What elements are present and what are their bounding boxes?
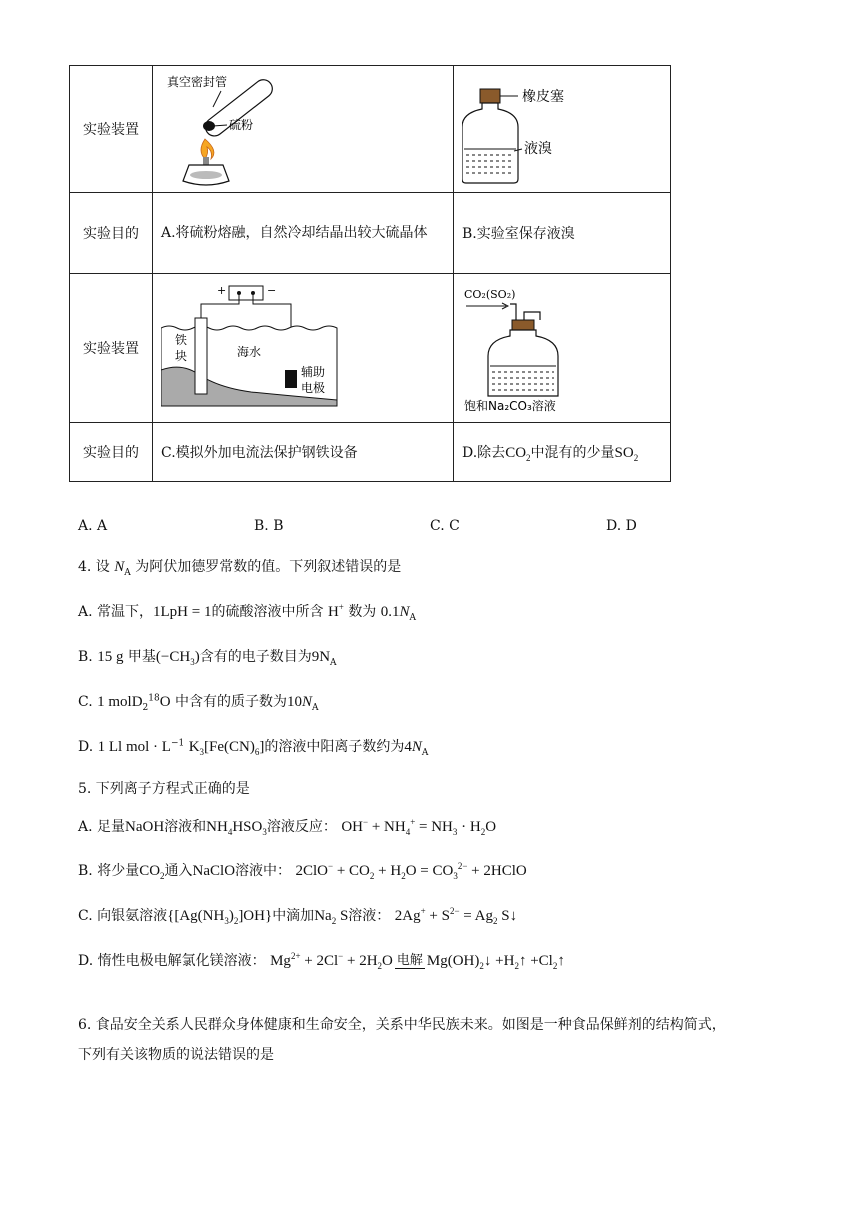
table-row: [70, 193, 671, 274]
row-label: 实验装置: [70, 274, 153, 423]
experiment-table: [69, 65, 671, 482]
figure-d-gas-washing: [462, 282, 662, 414]
q5-option-a: A. 足量NaOH溶液和$NH_4HSO_3$溶液反应： $OH^- + NH_4^+ = NH_3 \cdot H_2O$: [78, 817, 497, 837]
figure-c-impressed-current: [161, 284, 345, 412]
minus-sign: −: [267, 284, 277, 297]
aux-electrode-label-2: 电极: [301, 381, 326, 395]
purpose-c: C.模拟外加电流法保护钢铁设备: [153, 423, 454, 482]
q5-option-b: B. 将少量$CO_2$通入NaClO溶液中： $2ClO^- + CO_2 + H_2O = CO_3^{2-}$ + 2HClO: [78, 861, 527, 881]
plus-sign: +: [217, 284, 227, 297]
figure-b-bromine-bottle: [462, 69, 662, 189]
iron-label-1: 铁: [175, 333, 188, 347]
q5-stem: 5. 下列离子方程式正确的是: [78, 781, 250, 797]
figure-b-cell: [454, 66, 671, 193]
q4-option-b: B. 15 g 甲基$(-CH_3)$含有的电子数目为$9N_A$: [78, 649, 337, 668]
seawater-label: 海水: [237, 345, 262, 359]
figure-b-stopper-label: 橡皮塞: [522, 89, 564, 105]
q3-option-c: C. C: [430, 518, 460, 534]
q3-option-d: D. D: [606, 518, 637, 534]
q3-option-b: B. B: [254, 518, 284, 534]
purpose-d: D.除去$CO_2$中混有的少量$SO_2$: [454, 423, 671, 482]
q4-option-c: C. 1 molD$_2^{18}$O 中含有的质子数为$10N_A$: [78, 693, 319, 713]
figure-b-liquid-label: 液溴: [524, 141, 552, 157]
q4-option-d: D. 1 Ll mol · $L^{-1}$ $K_3[Fe(CN)_6]$的溶液中阳离子数约为$4N_A$: [78, 738, 429, 758]
solution-label: 饱和Na₂CO₃溶液: [464, 399, 556, 413]
purpose-b: B.实验室保存液溴: [454, 193, 671, 274]
row-label: 实验目的: [70, 193, 153, 274]
q6-stem-line1: 6. 食品安全关系人民群众身体健康和生命安全，关系中华民族未来。如图是一种食品保鲜剂的结构简式，: [78, 1017, 726, 1033]
figure-a-tube-label: 真空密封管: [167, 75, 228, 89]
q4-option-a: A. 常温下，1LpH = 1的硫酸溶液中所含 H+ 数为 $0.1N_A$: [78, 602, 417, 623]
row-label: 实验装置: [70, 66, 153, 193]
table-row: [70, 423, 671, 482]
figure-c-cell: [153, 274, 454, 423]
electrolysis-condition: 电解: [396, 952, 423, 968]
q6-stem-line2: 下列有关该物质的说法错误的是: [78, 1047, 274, 1063]
figure-a-cell: [153, 66, 454, 193]
q5-option-c: C. 向银氨溶液$\{[Ag(NH_3)_2]OH\}$中滴加$Na_2$ S溶液： $2Ag^+ + S^{2-} = Ag_2$ S↓: [78, 906, 518, 926]
iron-label-2: 块: [175, 349, 188, 363]
figure-a-sulfur-tube: [161, 69, 391, 189]
table-row: [70, 274, 671, 423]
q3-option-a: A. A: [78, 518, 108, 534]
figure-d-cell: [454, 274, 671, 423]
q4-stem: 4. 设 $N_A$ 为阿伏加德罗常数的值。下列叙述错误的是: [78, 559, 402, 578]
table-row: [70, 66, 671, 193]
q5-option-d: D. 惰性电极电解氯化镁溶液： $Mg^{2+} + 2Cl^- + 2H_2O$ 电解 $Mg(OH)_2↓$ $+H_2↑$ $+Cl_2↑$: [78, 951, 565, 971]
row-label: 实验目的: [70, 423, 153, 482]
aux-electrode-label-1: 辅助: [301, 365, 326, 379]
purpose-a: A.将硫粉熔融，自然冷却结晶出较大硫晶体: [153, 193, 454, 274]
gas-label: CO₂(SO₂): [464, 288, 516, 301]
figure-a-powder-label: 硫粉: [229, 118, 254, 132]
